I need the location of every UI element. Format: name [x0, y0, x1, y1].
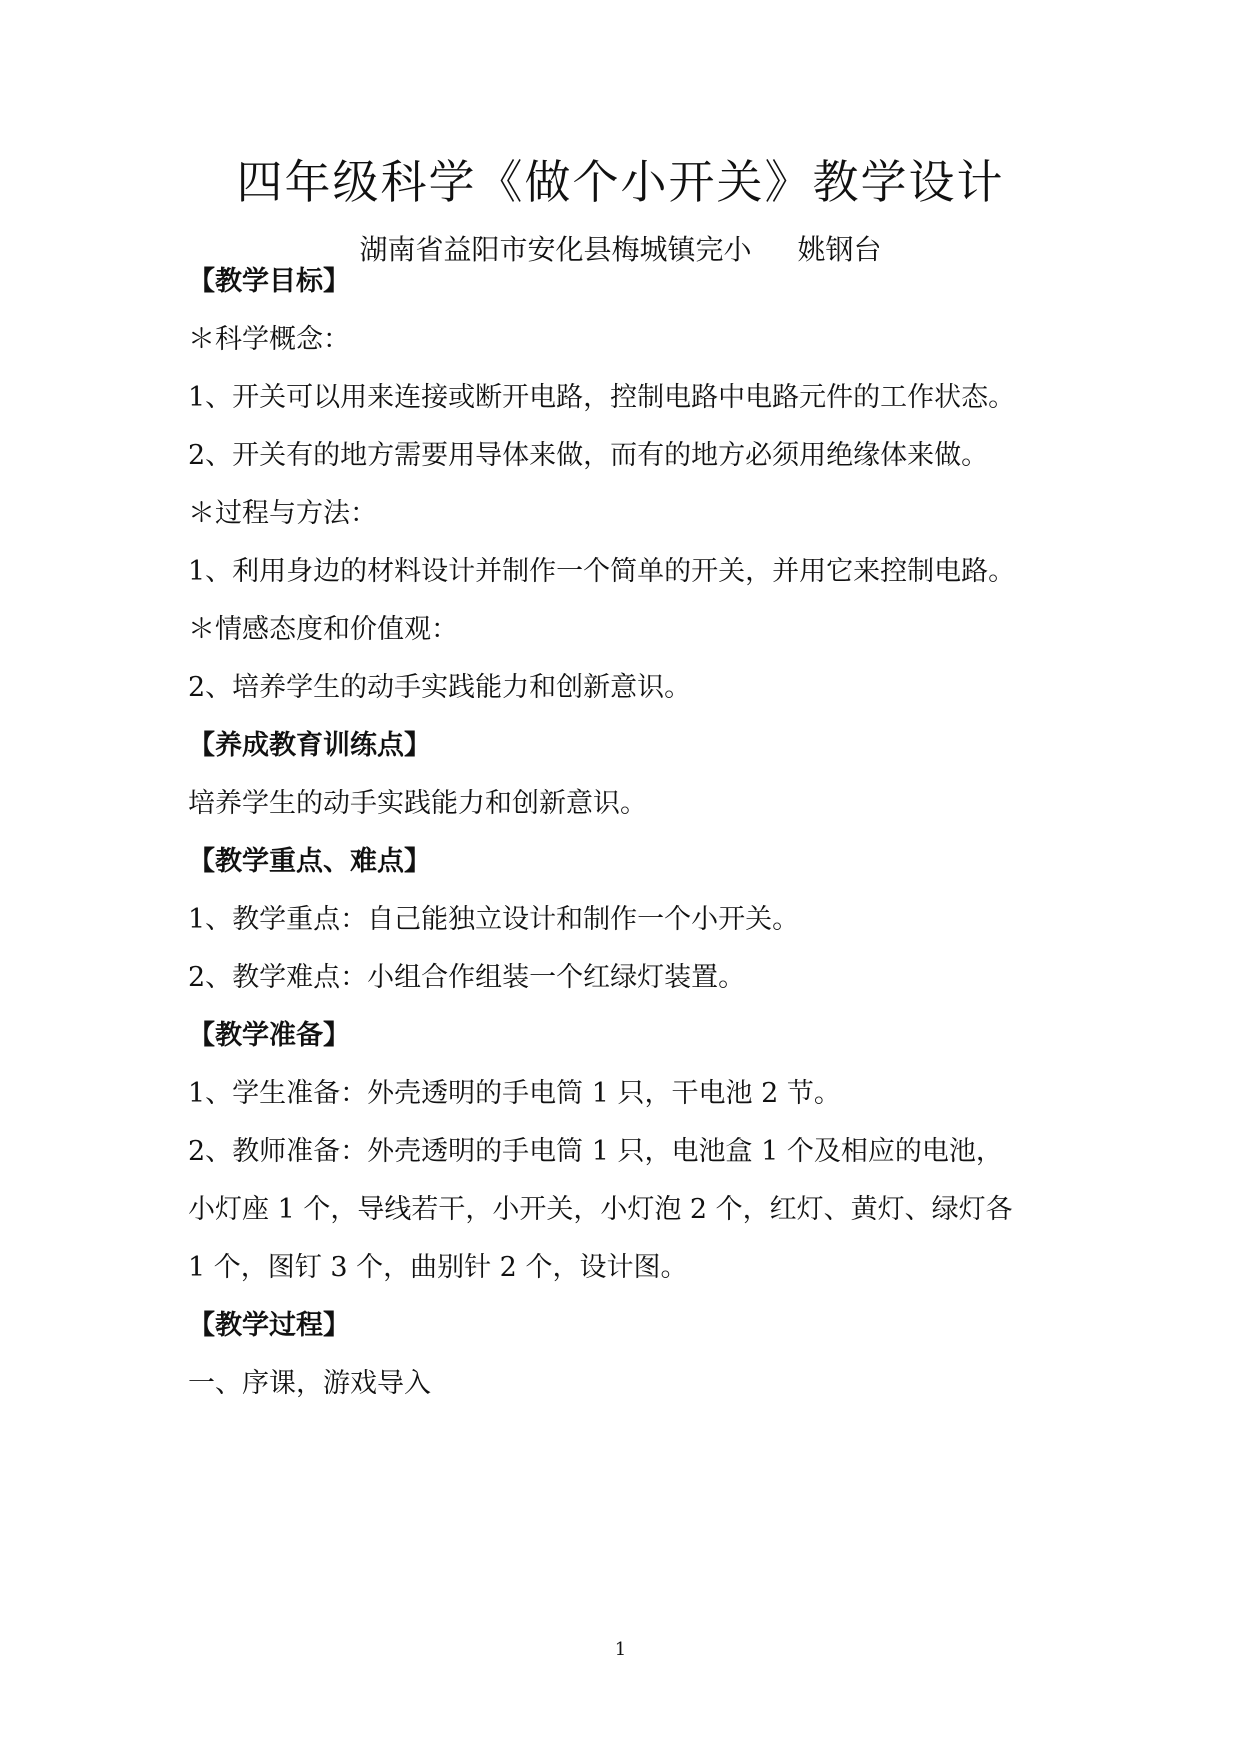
- heading-objectives: 【教学目标】: [188, 266, 350, 297]
- heading-key-points: 【教学重点、难点】: [188, 846, 431, 877]
- heading-habits: 【养成教育训练点】: [188, 730, 431, 761]
- concept-item-1: 1、开关可以用来连接或断开电路，控制电路中电路元件的工作状态。: [188, 382, 1016, 413]
- page-number: 1: [614, 1639, 627, 1660]
- author-school: 湖南省益阳市安化县梅城镇完小: [359, 233, 752, 266]
- preparation-item-1: 1、学生准备：外壳透明的手电筒 1 只，干电池 2 节。: [188, 1078, 841, 1109]
- habits-text: 培养学生的动手实践能力和创新意识。: [188, 788, 647, 819]
- heading-process: 【教学过程】: [188, 1310, 350, 1341]
- concept-label: ＊科学概念：: [188, 324, 350, 355]
- process-item-1: 1、利用身边的材料设计并制作一个简单的开关，并用它来控制电路。: [188, 556, 1016, 587]
- attitude-label: ＊情感态度和价值观：: [188, 614, 458, 645]
- attitude-item-2: 2、培养学生的动手实践能力和创新意识。: [188, 672, 692, 703]
- preparation-item-2-line-3: 1 个，图钉 3 个，曲别针 2 个，设计图。: [188, 1252, 688, 1283]
- key-point-2: 2、教学难点：小组合作组装一个红绿灯装置。: [188, 962, 746, 993]
- key-point-1: 1、教学重点：自己能独立设计和制作一个小开关。: [188, 904, 800, 935]
- preparation-item-2-line-1: 2、教师准备：外壳透明的手电筒 1 只，电池盒 1 个及相应的电池，: [188, 1136, 1003, 1167]
- process-label: ＊过程与方法：: [188, 498, 377, 529]
- author-name: 姚钢台: [797, 233, 882, 266]
- heading-preparation: 【教学准备】: [188, 1020, 350, 1051]
- document-title: 四年级科学《做个小开关》教学设计: [236, 155, 1005, 209]
- preparation-item-2-line-2: 小灯座 1 个，导线若干，小开关，小灯泡 2 个，红灯、黄灯、绿灯各: [188, 1194, 1013, 1225]
- concept-item-2: 2、开关有的地方需要用导体来做，而有的地方必须用绝缘体来做。: [188, 440, 989, 471]
- process-step-1: 一、序课，游戏导入: [188, 1368, 431, 1399]
